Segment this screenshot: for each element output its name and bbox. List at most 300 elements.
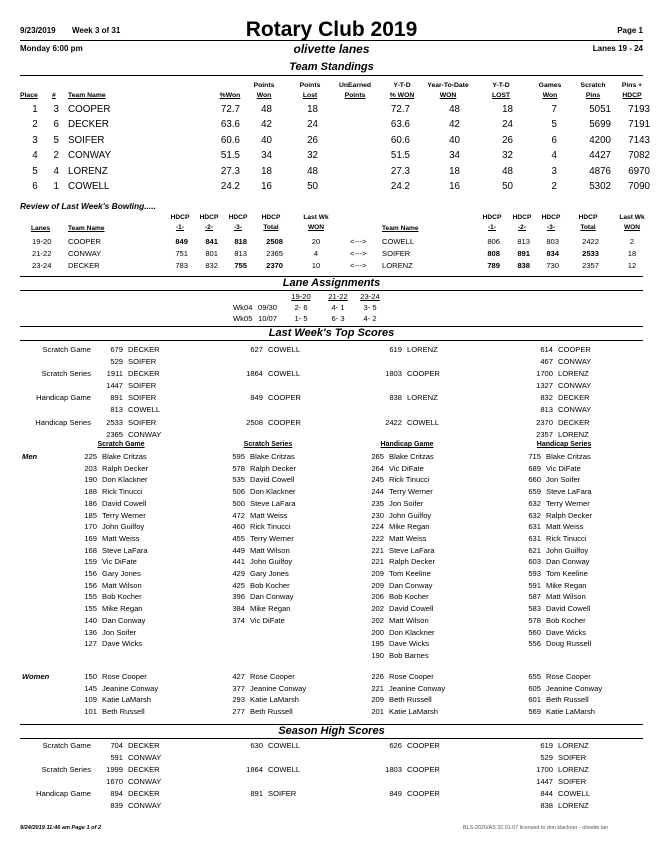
bowler-name: Steve LaFara: [250, 498, 296, 508]
bowler-score: 659: [528, 487, 541, 497]
day-time: Monday 6:00 pm: [20, 44, 83, 53]
hdcp-game: 818: [234, 237, 247, 246]
standings-value: 48: [449, 104, 460, 115]
lanes-range: Lanes 19 - 24: [592, 44, 643, 53]
standings-value: 50: [307, 181, 318, 192]
bowler-name: Dan Conway: [389, 580, 433, 590]
standings-value: 72.7: [390, 104, 410, 115]
standings-value: 18: [307, 104, 318, 115]
bowler-score: 660: [528, 475, 541, 485]
score-value: 630: [250, 741, 263, 750]
bowler-score: 168: [84, 545, 97, 555]
bowler-name: Katie LaMarsh: [546, 707, 595, 717]
bowler-name: Ralph Decker: [389, 557, 436, 567]
lane-pair-header: 23-24: [360, 292, 380, 301]
bowler-name: Ralph Decker: [250, 463, 297, 473]
bowler-score: 441: [232, 557, 245, 567]
column-header: #: [52, 92, 56, 99]
team-name: LORENZ: [558, 429, 589, 439]
team-name: CONWAY: [558, 381, 592, 391]
bowler-name: Beth Russell: [389, 695, 432, 705]
bowler-score: 265: [371, 452, 384, 461]
review-header: Last Wk: [303, 214, 329, 221]
score-category: Scratch Series: [41, 765, 91, 775]
bowler-name: Matt Wilson: [250, 545, 290, 555]
team-name: CONWAY: [558, 357, 592, 366]
standings-value: 24.2: [390, 181, 410, 192]
bowler-name: Gary Jones: [250, 569, 289, 578]
score-value: 894: [110, 789, 123, 799]
hdcp-game: 834: [546, 248, 559, 258]
hdcp-game: 789: [487, 260, 500, 270]
bowler-score: 277: [232, 707, 245, 717]
standings-value: 7193: [628, 104, 650, 115]
week: Wk04: [233, 303, 253, 312]
individual-header: Scratch Game: [97, 441, 145, 448]
bowler-score: 632: [528, 510, 541, 520]
team-name: SOIFER: [382, 248, 411, 258]
hdcp-game: 783: [175, 260, 188, 270]
team-name: SOIFER: [68, 134, 105, 146]
standings-value: 5: [53, 134, 59, 146]
bowler-score: 245: [371, 475, 384, 485]
standings-value: 6970: [628, 165, 650, 177]
bowler-score: 631: [528, 533, 541, 543]
bowler-name: David Cowell: [546, 604, 591, 614]
section-title-standings: Team Standings: [289, 61, 374, 73]
score-value: 627: [250, 345, 263, 354]
standings-value: 7: [551, 104, 557, 115]
team-name: SOIFER: [268, 789, 297, 799]
score-value: 1803: [385, 369, 402, 379]
score-value: 838: [540, 801, 553, 811]
score-value: 2508: [246, 417, 263, 427]
bowler-name: Don Klackner: [102, 475, 148, 485]
bowler-name: Matt Wilson: [102, 580, 142, 590]
review-header: -3-: [546, 224, 556, 231]
bowler-name: Matt Weiss: [102, 533, 140, 543]
week-date: 10/07: [258, 314, 278, 323]
bowler-name: Matt Wilson: [389, 615, 429, 625]
standings-value: 63.6: [390, 119, 410, 131]
score-category: Handicap Game: [36, 789, 91, 799]
score-category: Handicap Series: [35, 417, 91, 427]
hdcp-game: 891: [517, 248, 530, 258]
score-value: 2370: [536, 417, 553, 427]
standings-value: 72.7: [220, 104, 240, 115]
score-value: 849: [250, 393, 263, 403]
bowler-score: 429: [232, 569, 245, 578]
hdcp-game: 801: [205, 248, 218, 258]
score-value: 2422: [385, 417, 402, 427]
bowler-score: 145: [84, 683, 97, 693]
score-value: 838: [389, 393, 402, 403]
week-label: Week 3 of 31: [72, 26, 121, 35]
score-value: 1700: [536, 765, 553, 775]
team-name: DECKER: [68, 119, 109, 131]
bowler-score: 377: [232, 683, 245, 693]
last-wk-won: 18: [627, 248, 637, 258]
bowler-score: 136: [84, 627, 97, 637]
team-name: DECKER: [128, 345, 160, 354]
standings-value: 40: [449, 134, 460, 146]
standings-value: 18: [502, 104, 513, 115]
review-header: Last Wk: [619, 214, 645, 221]
bowler-score: 224: [371, 522, 384, 532]
last-wk-won: 2: [629, 237, 635, 246]
bowler-name: Tom Keeline: [546, 569, 588, 578]
location: olivette lanes: [293, 42, 370, 56]
bowler-score: 185: [84, 510, 97, 520]
bowler-name: Doug Russell: [546, 639, 592, 649]
women-label: Women: [22, 672, 50, 681]
bowler-score: 632: [528, 498, 541, 508]
men-label: Men: [22, 452, 38, 461]
standings-value: 4200: [589, 134, 611, 146]
score-category: Handicap Game: [36, 393, 91, 403]
standings-value: 7090: [628, 181, 650, 192]
standings-value: 5: [32, 165, 38, 177]
column-header: Lost: [302, 92, 318, 99]
score-value: 614: [540, 345, 553, 354]
bowler-score: 209: [371, 695, 384, 705]
standings-value: 16: [449, 181, 460, 192]
lane-matchup: 4- 2: [363, 314, 377, 323]
team-name: CONWAY: [68, 248, 102, 258]
score-value: 1447: [536, 777, 553, 787]
bowler-score: 425: [232, 580, 245, 590]
individual-header: Scratch Series: [243, 441, 293, 448]
team-name: CONWAY: [128, 753, 162, 762]
bowler-name: Katie LaMarsh: [102, 695, 151, 705]
team-name: CONWAY: [558, 405, 592, 415]
standings-value: 1: [53, 181, 59, 192]
standings-value: 3: [551, 165, 557, 177]
team-name: CONWAY: [68, 150, 111, 162]
team-name: SOIFER: [558, 777, 587, 787]
score-value: 529: [540, 753, 553, 762]
hdcp-game: 838: [517, 260, 530, 270]
bowler-name: Rose Cooper: [102, 672, 147, 681]
hdcp-total: 2370: [266, 260, 283, 270]
standings-value: 6: [551, 134, 557, 146]
section-title-top-scores: Last Week's Top Scores: [268, 327, 395, 339]
team-name: LORENZ: [68, 165, 108, 177]
standings-value: 24: [307, 119, 318, 131]
score-value: 704: [110, 741, 123, 750]
bowler-score: 209: [371, 569, 384, 578]
team-name: COWELL: [558, 789, 591, 799]
bowler-name: Terry Werner: [102, 510, 146, 520]
bowler-name: Don Klackner: [389, 627, 435, 637]
bowler-name: Katie LaMarsh: [250, 695, 299, 705]
score-value: 1327: [536, 381, 553, 391]
score-value: 1911: [106, 369, 123, 379]
bowler-name: Bob Kocher: [102, 592, 142, 602]
column-header: LOST: [491, 92, 511, 99]
review-header: Total: [263, 224, 279, 231]
standings-value: 7082: [628, 150, 650, 162]
bowler-score: 601: [528, 695, 541, 705]
bowler-name: John Guilfoy: [250, 557, 293, 567]
standings-value: 24: [502, 119, 513, 131]
lanes: 19-20: [32, 237, 52, 246]
team-name: COOPER: [407, 369, 440, 379]
standings-value: 60.6: [390, 134, 410, 146]
score-value: 1864: [246, 765, 263, 775]
standings-value: 2: [53, 150, 59, 162]
standings-value: 26: [502, 134, 513, 146]
bowler-name: Beth Russell: [102, 707, 145, 717]
team-name: COWELL: [268, 765, 301, 775]
bowler-name: Dan Conway: [102, 615, 146, 625]
bowler-score: 583: [528, 604, 541, 614]
team-name: COWELL: [268, 345, 301, 354]
standings-value: 7191: [628, 119, 650, 131]
standings-value: 2: [551, 181, 557, 192]
team-name: DECKER: [558, 393, 590, 403]
score-value: 813: [110, 405, 123, 415]
column-header: WON: [439, 92, 457, 99]
bowler-score: 427: [232, 672, 245, 681]
last-wk-won: 4: [313, 248, 319, 258]
bowler-name: Terry Werner: [389, 487, 433, 497]
team-name: COOPER: [268, 393, 301, 403]
bowler-score: 156: [84, 580, 97, 590]
score-value: 891: [250, 789, 263, 799]
team-name: CONWAY: [128, 777, 162, 787]
individual-header: Handicap Game: [380, 441, 434, 448]
bowler-name: Jon Soifer: [546, 475, 581, 485]
bowler-score: 384: [232, 604, 245, 614]
bowler-name: Beth Russell: [250, 707, 293, 717]
standings-value: 51.5: [390, 150, 410, 162]
score-value: 591: [110, 753, 123, 762]
bowler-name: Matt Weiss: [546, 522, 584, 532]
review-header: HDCP: [261, 214, 281, 221]
score-value: 529: [110, 357, 123, 366]
bowler-score: 159: [84, 557, 97, 567]
bowler-score: 631: [528, 522, 541, 532]
bowler-name: Bob Kocher: [546, 615, 586, 625]
hdcp-game: 730: [546, 260, 559, 270]
review-header: WON: [623, 224, 641, 231]
bowler-name: Jeanine Conway: [250, 683, 307, 693]
score-value: 849: [389, 789, 402, 799]
score-value: 1700: [536, 369, 553, 379]
bowler-name: Dave Wicks: [389, 639, 430, 649]
team-name: SOIFER: [128, 393, 157, 403]
bowler-name: Steve LaFara: [546, 487, 592, 497]
hdcp-game: 849: [175, 237, 188, 246]
standings-value: 24.2: [220, 181, 240, 192]
bowler-score: 449: [232, 545, 245, 555]
hdcp-game: 803: [546, 237, 559, 246]
team-name: SOIFER: [558, 753, 587, 762]
bowler-score: 472: [232, 510, 245, 520]
bowler-score: 101: [84, 707, 97, 717]
review-header: -1-: [487, 224, 497, 231]
column-header: Y-T-D: [393, 82, 411, 89]
bowler-score: 455: [232, 533, 245, 543]
bowler-name: Rose Cooper: [546, 672, 591, 681]
score-category: Scratch Game: [42, 741, 91, 750]
hdcp-total: 2533: [582, 248, 599, 258]
bowler-score: 591: [528, 580, 541, 590]
team-name: COOPER: [268, 417, 301, 427]
bowler-name: Katie LaMarsh: [389, 707, 438, 717]
hdcp-total: 2357: [582, 260, 599, 270]
bowler-score: 556: [528, 639, 541, 649]
review-header: Total: [580, 224, 596, 231]
standings-value: 27.3: [220, 165, 240, 177]
standings-value: 3: [53, 104, 59, 115]
bowler-score: 293: [232, 695, 245, 705]
top-rule-2: [20, 340, 643, 341]
score-value: 839: [110, 801, 123, 811]
bowler-score: 203: [84, 463, 97, 473]
review-header: HDCP: [512, 214, 532, 221]
standings-value: 48: [307, 165, 318, 177]
bowler-name: Rick Tinucci: [546, 533, 587, 543]
vs-arrow: <--->: [350, 260, 367, 270]
bowler-score: 190: [84, 475, 97, 485]
header-rule: [20, 40, 643, 41]
lanes: 23-24: [32, 260, 52, 270]
column-header: Pins +: [621, 82, 643, 89]
score-value: 1670: [106, 777, 123, 787]
review-header: Lanes: [31, 225, 51, 232]
review-header: HDCP: [228, 214, 248, 221]
column-header: Place: [20, 92, 38, 99]
standings-value: 7143: [628, 134, 650, 146]
score-value: 626: [389, 741, 402, 750]
report-date: 9/23/2019: [20, 26, 56, 35]
score-value: 2365: [106, 429, 123, 439]
bowler-score: 188: [84, 487, 97, 497]
lane-matchup: 6- 3: [331, 314, 345, 323]
column-header: Points: [299, 82, 321, 89]
review-title: Review of Last Week's Bowling.....: [20, 201, 156, 211]
team-name: COOPER: [407, 789, 440, 799]
team-name: COWELL: [68, 181, 110, 192]
team-name: SOIFER: [128, 417, 157, 427]
bowler-score: 593: [528, 569, 541, 578]
vs-arrow: <--->: [350, 237, 367, 246]
column-header: HDCP: [622, 92, 642, 99]
standings-value: 18: [449, 165, 460, 177]
bowler-score: 209: [371, 580, 384, 590]
standings-value: 5302: [589, 181, 611, 192]
bowler-score: 225: [84, 452, 97, 461]
team-name: COWELL: [268, 741, 301, 750]
column-header: UnEarned: [338, 82, 372, 89]
column-header: Year-To-Date: [427, 82, 469, 89]
last-wk-won: 12: [627, 260, 637, 270]
column-header: Won: [256, 92, 272, 99]
standings-value: 1: [32, 104, 38, 115]
lane-matchup: 2- 6: [294, 303, 308, 312]
review-header: WON: [307, 224, 325, 231]
bowler-name: Gary Jones: [102, 569, 141, 578]
score-value: 891: [110, 393, 123, 403]
bowler-name: Blake Critzas: [389, 452, 434, 461]
bowler-name: Vic DiFate: [389, 463, 424, 473]
standings-value: 5699: [589, 119, 611, 131]
bowler-name: Blake Critzas: [546, 452, 591, 461]
bowler-score: 170: [84, 522, 97, 532]
bowler-name: David Cowell: [250, 475, 295, 485]
bowler-score: 202: [371, 615, 384, 625]
bowler-score: 621: [528, 545, 541, 555]
section-title-season: Season High Scores: [278, 725, 385, 737]
team-name: COWELL: [407, 417, 440, 427]
standings-value: 26: [307, 134, 318, 146]
bowler-score: 140: [84, 615, 97, 625]
team-name: SOIFER: [128, 381, 157, 391]
review-header: HDCP: [170, 214, 190, 221]
column-header: Scratch: [580, 82, 606, 89]
last-wk-won: 10: [311, 260, 321, 270]
bowler-name: Matt Weiss: [389, 533, 427, 543]
bowler-name: Tom Keeline: [389, 569, 431, 578]
bowler-name: Jeanine Conway: [102, 683, 159, 693]
standings-value: 16: [261, 181, 272, 192]
bowler-score: 201: [371, 707, 384, 717]
standings-value: 42: [449, 119, 460, 131]
hdcp-game: 813: [517, 237, 530, 246]
review-header: HDCP: [541, 214, 561, 221]
column-header: %Won: [219, 92, 241, 99]
bowler-score: 200: [371, 627, 384, 637]
bowler-name: Mike Regan: [546, 580, 587, 590]
review-header: HDCP: [578, 214, 598, 221]
bowler-score: 230: [371, 510, 384, 520]
standings-value: 42: [261, 119, 272, 131]
team-name: COWELL: [268, 369, 301, 379]
team-name: DECKER: [128, 765, 160, 775]
bowler-name: Dave Wicks: [546, 627, 587, 637]
team-name: COOPER: [407, 765, 440, 775]
standings-value: 4: [551, 150, 557, 162]
hdcp-game: 832: [205, 260, 218, 270]
team-name: LORENZ: [407, 393, 438, 403]
bowler-score: 605: [528, 683, 541, 693]
team-name: LORENZ: [382, 260, 413, 270]
bowler-score: 186: [84, 498, 97, 508]
bowler-name: Mike Regan: [389, 522, 430, 532]
bowler-name: Matt Weiss: [250, 510, 288, 520]
score-value: 2533: [106, 417, 123, 427]
team-name: COOPER: [407, 741, 440, 750]
bowler-score: 374: [232, 615, 245, 625]
bowler-score: 155: [84, 592, 97, 602]
standings-value: 4: [32, 150, 38, 162]
score-category: Scratch Series: [41, 369, 91, 379]
team-name: LORENZ: [558, 765, 589, 775]
standings-value: 51.5: [220, 150, 240, 162]
bowler-score: 127: [84, 639, 97, 649]
bowler-name: Dave Wicks: [102, 639, 143, 649]
score-value: 1864: [246, 369, 263, 379]
bowler-name: David Cowell: [389, 604, 434, 614]
bowler-score: 195: [371, 639, 384, 649]
score-value: 1447: [106, 381, 123, 391]
lane-matchup: 4- 1: [331, 303, 345, 312]
lane-rule-2: [20, 290, 643, 291]
bowler-name: Bob Barnes: [389, 650, 429, 660]
bowler-name: Mike Regan: [250, 604, 291, 614]
